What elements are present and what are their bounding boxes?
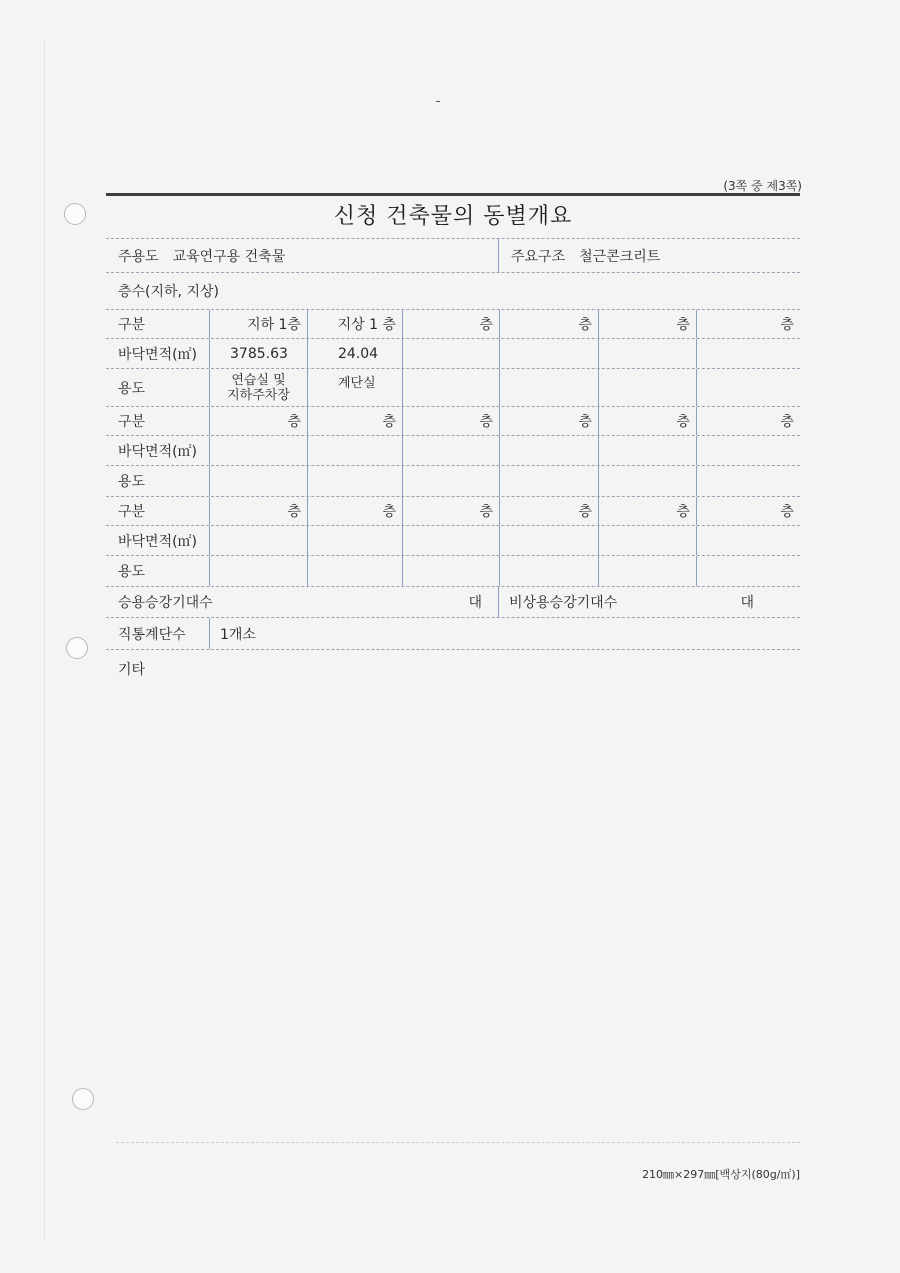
main-use-row <box>106 238 800 273</box>
floor-group-3-division-row <box>106 497 800 526</box>
floor-area-cell: 24.04 <box>307 339 402 368</box>
floor-area-cell <box>402 526 499 555</box>
division-cell: 층 <box>499 497 598 525</box>
division-cell: 층 <box>402 310 499 338</box>
binder-hole-bottom <box>72 1088 94 1110</box>
emergency-elevator-unit: 대 <box>740 595 754 611</box>
floor-group-3-use-row <box>106 556 800 587</box>
floor-area-cell <box>696 436 800 465</box>
floors-heading: 층수(지하, 지상) <box>118 284 219 300</box>
passenger-elevator-label: 승용승강기대수 <box>118 595 213 611</box>
floor-group-1-floor-area-row <box>106 339 800 369</box>
use-label: 용도 <box>118 564 146 580</box>
use-cell <box>499 556 598 586</box>
division-cell: 층 <box>696 497 800 525</box>
floor-group-2-division-row <box>106 407 800 436</box>
floor-area-cell <box>209 436 307 465</box>
main-use-label: 주용도 <box>118 248 159 265</box>
main-use-cell <box>106 239 498 272</box>
main-structure-cell <box>498 239 800 272</box>
floor-group-1-division-row <box>106 310 800 339</box>
division-cell: 층 <box>307 497 402 525</box>
page-edge <box>44 40 45 1240</box>
use-cell <box>499 466 598 496</box>
use-cell <box>307 466 402 496</box>
use-cell <box>598 466 696 496</box>
main-use-value: 교육연구용 건축물 <box>172 248 286 265</box>
use-cell <box>209 369 307 406</box>
division-cell: 층 <box>209 407 307 435</box>
use-cell <box>209 556 307 586</box>
floor-area-label: 바닥면적(㎡) <box>118 533 198 550</box>
floor-area-cell <box>598 339 696 368</box>
division-cell: 층 <box>209 497 307 525</box>
floor-area-label: 바닥면적(㎡) <box>118 443 198 460</box>
use-label: 용도 <box>118 474 146 490</box>
division-cell: 층 <box>499 407 598 435</box>
other-label: 기타 <box>118 662 146 678</box>
bottom-rule <box>116 1142 800 1144</box>
use-label: 용도 <box>118 380 146 397</box>
use-cell <box>402 369 499 406</box>
use-cell <box>402 556 499 586</box>
use-cell <box>307 556 402 586</box>
direct-stairs-row <box>106 618 800 650</box>
use-line: 지하주차장 <box>227 387 290 403</box>
floor-group-2-use-row <box>106 466 800 497</box>
elevator-row <box>106 587 800 618</box>
direct-stairs-label: 직통계단수 <box>118 626 186 643</box>
floor-area-cell: 3785.63 <box>209 339 307 368</box>
use-cell <box>402 466 499 496</box>
use-cell <box>209 466 307 496</box>
use-cell <box>499 369 598 406</box>
floor-area-label: 바닥면적(㎡) <box>118 346 198 363</box>
use-cell <box>307 369 402 406</box>
floor-area-cell <box>499 526 598 555</box>
main-structure-label: 주요구조 <box>511 248 566 265</box>
floor-area-cell <box>598 526 696 555</box>
page-indicator: (3쪽 중 제3쪽) <box>723 179 802 193</box>
floor-area-cell <box>598 436 696 465</box>
use-line: 연습실 및 <box>231 372 286 388</box>
floor-group-3-floor-area-row <box>106 526 800 556</box>
floor-area-cell <box>696 526 800 555</box>
division-cell: 층 <box>598 407 696 435</box>
floor-area-cell <box>402 436 499 465</box>
direct-stairs-value: 1개소 <box>209 618 800 649</box>
use-cell <box>598 369 696 406</box>
emergency-elevator-cell <box>498 587 800 617</box>
main-structure-value: 철근콘크리트 <box>579 248 661 265</box>
floor-area-cell <box>209 526 307 555</box>
use-cell <box>696 369 800 406</box>
floor-area-cell <box>499 339 598 368</box>
floors-heading-row <box>106 273 800 310</box>
form-title: 신청 건축물의 동별개요 <box>333 204 573 229</box>
floor-area-cell <box>402 339 499 368</box>
floor-group-1-use-row <box>106 369 800 407</box>
binder-hole-middle <box>66 637 88 659</box>
use-cell <box>696 556 800 586</box>
floor-area-cell <box>499 436 598 465</box>
emergency-elevator-label: 비상용승강기대수 <box>509 595 618 611</box>
division-cell: 층 <box>696 407 800 435</box>
passenger-elevator-unit: 대 <box>468 595 482 611</box>
use-cell <box>598 556 696 586</box>
floor-area-cell <box>307 526 402 555</box>
use-cell <box>696 466 800 496</box>
passenger-elevator-cell <box>106 587 498 617</box>
floor-area-cell <box>307 436 402 465</box>
floor-area-cell <box>696 339 800 368</box>
division-cell: 층 <box>402 497 499 525</box>
division-cell: 층 <box>598 497 696 525</box>
division-cell: 지하 1층 <box>209 310 307 338</box>
floor-group-2-floor-area-row <box>106 436 800 466</box>
division-cell: 층 <box>307 407 402 435</box>
division-label: 구분 <box>118 414 146 430</box>
division-cell: 층 <box>696 310 800 338</box>
paper-spec: 210㎜×297㎜[백상지(80g/㎡)] <box>642 1168 800 1181</box>
division-cell: 층 <box>598 310 696 338</box>
binder-hole-top <box>64 203 86 225</box>
division-cell: 지상 1 층 <box>307 310 402 338</box>
division-cell: 층 <box>499 310 598 338</box>
division-cell: 층 <box>402 407 499 435</box>
scan-speck <box>436 101 440 102</box>
use-line: 계단실 <box>338 376 376 391</box>
division-label: 구분 <box>118 317 146 333</box>
division-label: 구분 <box>118 504 146 520</box>
